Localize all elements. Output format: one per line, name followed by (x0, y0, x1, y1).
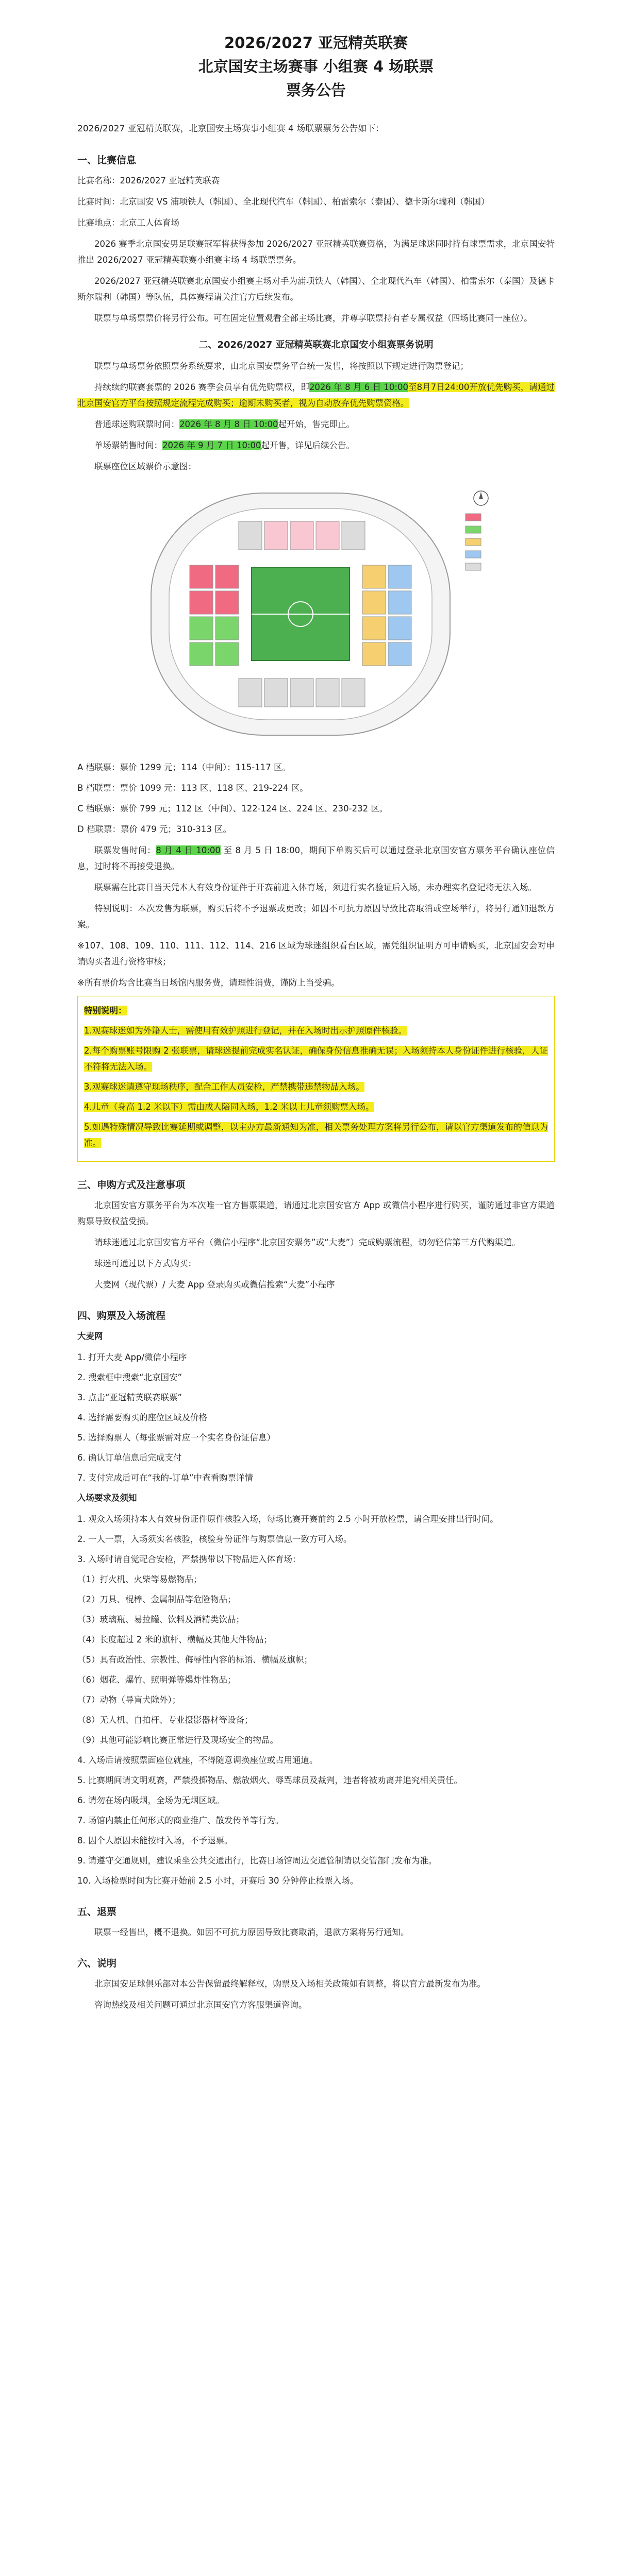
rule-3-2: （2）刀具、棍棒、金属制品等危险物品； (77, 1595, 236, 1604)
s1-paragraph-3: 联票与单场票票价将另行公布。可在固定位置观看全部主场比赛，并尊享联票持有者专属权益（四场比赛同一座位）。 (94, 313, 533, 323)
price-d: D 档联票：票价 479 元；310-313 区。 (77, 824, 232, 834)
s2-p4-post: 起开售，详见后续公告。 (261, 440, 355, 450)
compass-icon (474, 491, 488, 505)
section-6-heading: 六、说明 (77, 1958, 117, 1969)
seat-map-label: 联票座位区域票价示意图： (94, 462, 196, 471)
s2-p3-post: 起开始，售完即止。 (278, 419, 355, 429)
rule-3-4: （4）长度超过 2 米的旗杆、横幅及其他大件物品； (77, 1635, 272, 1645)
notice-item-5: 5.如遇特殊情况导致比赛延期或调整，以主办方最新通知为准，相关票务处理方案将另行公布，请以官方渠道发布的信息为准。 (84, 1122, 548, 1148)
s2-after-paragraph-1 (77, 842, 555, 874)
rule-4: 4. 入场后请按照票面座位就座，不得随意调换座位或占用通道。 (77, 1755, 318, 1765)
s1-paragraph-2: 2026/2027 亚冠精英联赛北京国安小组赛主场对手为浦项铁人（韩国）、全北现代汽车（韩国）、柏雷索尔（泰国）及德卡斯尔瑞利（韩国）等队伍，具体赛程请关注官方后续发布。 (77, 276, 555, 302)
step-2: 2. 搜索框中搜索“北京国安” (77, 1372, 182, 1382)
rule-8: 8. 因个人原因未能按时入场，不予退票。 (77, 1836, 233, 1845)
rule-3-9: （9）其他可能影响比赛正常进行及现场安全的物品。 (77, 1735, 278, 1745)
section-4-heading: 四、购票及入场流程 (77, 1310, 166, 1321)
title-block (77, 0, 555, 102)
s3-paragraph-1: 北京国安官方票务平台为本次唯一官方售票渠道，请通过北京国安官方 App 或微信小程序进行购买，谨防通过非官方渠道购票导致权益受损。 (77, 1200, 555, 1226)
s2-paragraph-2 (77, 379, 555, 411)
step-1: 1. 打开大麦 App/微信小程序 (77, 1352, 187, 1362)
rule-6: 6. 请勿在场内吸烟，全场为无烟区域。 (77, 1795, 224, 1805)
step-6: 6. 确认订单信息后完成支付 (77, 1453, 182, 1463)
section-5-heading: 五、退票 (77, 1906, 117, 1918)
price-a: A 档联票：票价 1299 元；114（中间）：115-117 区。 (77, 762, 291, 772)
rule-3-6: （6）烟花、爆竹、照明弹等爆炸性物品； (77, 1675, 236, 1685)
s1-paragraph-1: 2026 赛季北京国安男足联赛冠军将获得参加 2026/2027 亚冠精英联赛资格，为满足球迷同时持有球票需求，北京国安特推出 2026/2027 亚冠精英联赛小组赛主场 4 场联票票务。 (77, 239, 555, 265)
rule-3-3: （3）玻璃瓶、易拉罐、饮料及酒精类饮品； (77, 1615, 244, 1624)
rule-3-5: （5）具有政治性、宗教性、侮辱性内容的标语、横幅及旗帜； (77, 1655, 312, 1665)
notice-title: 特别说明： (84, 1006, 127, 1015)
notice-item-3: 3.观赛球迷请遵守现场秩序，配合工作人员安检，严禁携带违禁物品入场。 (84, 1082, 364, 1092)
s3-paragraph-4: 大麦网（现代票）/ 大麦 App 登录购买或微信搜索“大麦”小程序 (94, 1280, 335, 1290)
s2-after-paragraph-5: ※所有票价均含比赛当日场馆内服务费，请理性消费，谨防上当受骗。 (77, 978, 340, 988)
notice-item-1: 1.观赛球迷如为外籍人士，需使用有效护照进行登记，并在入场时出示护照原件核验。 (84, 1026, 407, 1036)
s2-p4-highlight: 2026 年 9 月 7 日 10:00 (162, 440, 261, 450)
title-line-3: 票务公告 (286, 81, 346, 99)
rule-3-7: （7）动物（导盲犬除外）； (77, 1695, 181, 1705)
rule-3-1: （1）打火机、火柴等易燃物品； (77, 1574, 202, 1584)
title-line-1: 2026/2027 亚冠精英联赛 (224, 34, 408, 52)
title-line-2: 北京国安主场赛事 小组赛 4 场联票 (198, 58, 434, 75)
bottom-stand (239, 679, 365, 707)
match-time: 比赛时间：北京国安 VS 浦项铁人（韩国）、全北现代汽车（韩国）、柏雷索尔（泰国）、德卡斯尔瑞利（韩国） (77, 197, 490, 207)
step-3: 3. 点击“亚冠精英联赛联票” (77, 1393, 182, 1402)
s2-after-paragraph-4: ※107、108、109、110、111、112、114、216 区域为球迷组织看台区域，需凭组织证明方可申请购买，北京国安会对申请购买者进行资格审核； (77, 941, 555, 967)
stadium-seat-map (130, 483, 502, 751)
notice-item-4: 4.儿童（身高 1.2 米以下）需由成人陪同入场，1.2 米以上儿童须购票入场。 (84, 1102, 374, 1112)
s6-paragraph-2: 咨询热线及相关问题可通过北京国安官方客服渠道咨询。 (94, 2000, 307, 2010)
s2-p3-pre: 普通球迷购联票时间： (94, 419, 179, 429)
s2a-p1-post: 至 8 月 5 日 18:00，期间下单购买后可以通过登录北京国安官方票务平台确认座位信息，过时将不再接受退换。 (77, 845, 555, 871)
rule-1: 1. 观众入场须持本人有效身份证件原件核验入场，每场比赛开赛前约 2.5 小时开放检票，请合理安排出行时间。 (77, 1514, 498, 1524)
price-b: B 档联票：票价 1099 元：113 区、118 区、219-224 区。 (77, 783, 308, 793)
intro-text: 2026/2027 亚冠精英联赛，北京国安主场赛事小组赛 4 场联票票务公告如下： (77, 124, 385, 134)
s2-p2-pre: 持续续约联赛套票的 2026 赛季会员享有优先购票权，即 (94, 382, 309, 392)
s2-p3-highlight: 2026 年 8 月 8 日 10:00 (179, 419, 278, 429)
s5-paragraph-1: 联票一经售出，概不退换。如因不可抗力原因导致比赛取消，退款方案将另行通知。 (94, 1927, 409, 1937)
s2a-p1-pre: 联票发售时间： (94, 845, 156, 855)
s3-paragraph-3: 球迷可通过以下方式购买： (94, 1259, 196, 1268)
section-2-heading: 二、2026/2027 亚冠精英联赛北京国安小组赛票务说明 (198, 340, 434, 350)
match-name: 比赛名称：2026/2027 亚冠精英联赛 (77, 176, 220, 185)
s2-paragraph-4 (77, 437, 555, 453)
s2-p4-pre: 单场票销售时间： (94, 440, 162, 450)
section-3-heading: 三、申购方式及注意事项 (77, 1179, 186, 1191)
rule-9: 9. 请遵守交通规则，建议乘坐公共交通出行，比赛日场馆周边交通管制请以交管部门发布为准。 (77, 1856, 437, 1866)
step-5: 5. 选择购票人（每张票需对应一个实名身份证信息） (77, 1433, 275, 1443)
price-c: C 档联票：票价 799 元；112 区（中间）、122-124 区、224 区、230-232 区。 (77, 804, 388, 814)
s2-paragraph-1: 联票与单场票务依照票务系统要求，由北京国安票务平台统一发售，将按照以下规定进行购票登记； (94, 361, 469, 371)
s3-paragraph-2: 请球迷通过北京国安官方平台（微信小程序“北京国安票务”或“大麦”）完成购票流程，切勿轻信第三方代购渠道。 (94, 1238, 521, 1247)
section-1-heading: 一、比赛信息 (77, 155, 137, 166)
top-stand (239, 521, 365, 550)
match-venue: 比赛地点：北京工人体育场 (77, 218, 179, 228)
rule-3-8: （8）无人机、自拍杆、专业摄影器材等设备； (77, 1715, 253, 1725)
seat-map (77, 483, 555, 751)
rule-7: 7. 场馆内禁止任何形式的商业推广、散发传单等行为。 (77, 1816, 284, 1825)
s2-after-paragraph-3: 特别说明：本次发售为联票，购买后将不予退票或更改；如因不可抗力原因导致比赛取消或空场举行，将另行通知退款方案。 (77, 904, 555, 929)
rule-3: 3. 入场时请自觉配合安检，严禁携带以下物品进入体育场： (77, 1554, 301, 1564)
s4-sub-2: 入场要求及须知 (77, 1493, 137, 1503)
notice-item-2: 2.每个购票账号限购 2 张联票，请球迷提前完成实名认证，确保身份信息准确无误；入场须持本人身份证件进行核验，人证不符将无法入场。 (84, 1046, 548, 1072)
step-4: 4. 选择需要购买的座位区域及价格 (77, 1413, 207, 1422)
step-7: 7. 支付完成后可在“我的-订单”中查看购票详情 (77, 1473, 254, 1483)
rule-2: 2. 一人一票，入场须实名核验，核验身份证件与购票信息一致方可入场。 (77, 1534, 352, 1544)
map-legend (465, 514, 481, 570)
s2-p2-highlight: 2026 年 8 月 6 日 10:00 (309, 382, 408, 392)
s4-sub-1: 大麦网 (77, 1331, 103, 1341)
s2-p2-post: 至8月7日24:00开放优先购买，请通过北京国安官方平台按照规定流程完成购买；逾期未购买者，视为自动放弃优先购票资格。 (77, 382, 555, 408)
s6-paragraph-1: 北京国安足球俱乐部对本公告保留最终解释权，购票及入场相关政策如有调整，将以官方最新发布为准。 (94, 1979, 486, 1989)
rule-10: 10. 入场检票时间为比赛开始前 2.5 小时，开赛后 30 分钟停止检票入场。 (77, 1876, 359, 1886)
special-notice-box (77, 996, 555, 1162)
s2-paragraph-3 (77, 416, 555, 432)
s2-after-paragraph-2: 联票需在比赛日当天凭本人有效身份证件于开赛前进入体育场，须进行实名验证后入场，未办理实名登记将无法入场。 (94, 883, 537, 892)
s2a-p1-highlight: 8 月 4 日 10:00 (156, 845, 221, 855)
rule-5: 5. 比赛期间请文明观赛，严禁投掷物品、燃放烟火、辱骂球员及裁判，违者将被劝离并追究相关责任。 (77, 1775, 462, 1785)
